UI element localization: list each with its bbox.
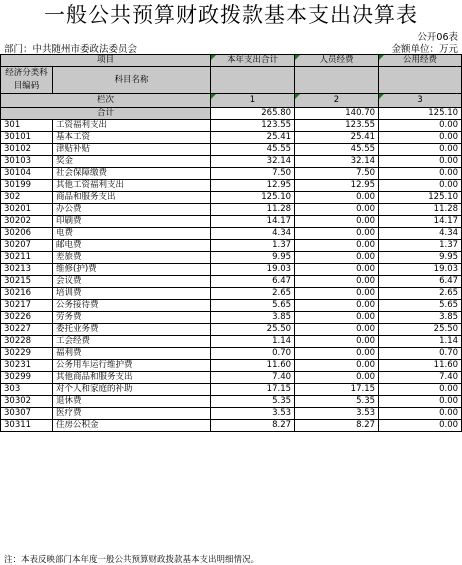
table-row [1, 144, 462, 156]
cell-marker-icon [295, 55, 300, 60]
row-public: 9.95 [379, 252, 462, 264]
row-public: 0.00 [379, 144, 462, 156]
total-row-total: 265.80 [211, 108, 295, 120]
column-number-2 [295, 94, 379, 108]
row-name: 劳务费 [53, 312, 211, 324]
row-total: 7.40 [211, 372, 295, 384]
table-row [1, 168, 462, 180]
column-number-row [1, 94, 462, 108]
row-name: 办公费 [53, 204, 211, 216]
row-personnel: 0.00 [295, 252, 379, 264]
row-public: 5.65 [379, 300, 462, 312]
row-code: 30101 [1, 132, 53, 144]
row-code: 30216 [1, 288, 53, 300]
row-code: 30229 [1, 348, 53, 360]
row-public: 0.00 [379, 384, 462, 396]
row-total: 32.14 [211, 156, 295, 168]
row-name: 印刷费 [53, 216, 211, 228]
econ-code-header: 经济分类科目编码 [1, 67, 53, 94]
row-name: 差旅费 [53, 252, 211, 264]
total-row [1, 108, 462, 120]
row-total: 9.95 [211, 252, 295, 264]
row-code: 30226 [1, 312, 53, 324]
department-label: 部门：中共随州市委政法委员会 [4, 44, 138, 55]
table-row [1, 300, 462, 312]
row-total: 11.28 [211, 204, 295, 216]
row-name: 社会保障缴费 [53, 168, 211, 180]
row-code: 303 [1, 384, 53, 396]
row-public: 1.37 [379, 240, 462, 252]
row-total: 123.55 [211, 120, 295, 132]
table-row [1, 420, 462, 432]
table-row [1, 228, 462, 240]
row-code: 30103 [1, 156, 53, 168]
row-total: 1.37 [211, 240, 295, 252]
row-public: 125.10 [379, 192, 462, 204]
table-row [1, 384, 462, 396]
header-spacer-cell [295, 67, 379, 94]
table-row [1, 180, 462, 192]
row-name: 基本工资 [53, 132, 211, 144]
row-name: 培训费 [53, 288, 211, 300]
subject-name-header: 科目名称 [53, 67, 211, 94]
row-total: 3.85 [211, 312, 295, 324]
row-public: 0.00 [379, 132, 462, 144]
row-personnel: 0.00 [295, 372, 379, 384]
table-row [1, 192, 462, 204]
footnote: 注：本表反映部门本年度一般公共预算财政拨款基本支出明细情况。 [4, 555, 260, 565]
column-number-3 [379, 94, 462, 108]
total-row-personnel: 140.70 [295, 108, 379, 120]
row-name: 津贴补贴 [53, 144, 211, 156]
header-spacer-cell [211, 67, 295, 94]
row-code: 30215 [1, 276, 53, 288]
total-header-label: 本年支出合计 [227, 55, 279, 65]
expenditure-table [0, 54, 462, 432]
total-row-label: 合计 [1, 108, 211, 120]
row-total: 5.65 [211, 300, 295, 312]
row-total: 1.14 [211, 336, 295, 348]
table-row [1, 288, 462, 300]
row-code: 30206 [1, 228, 53, 240]
cell-marker-icon [295, 94, 300, 99]
row-name: 电费 [53, 228, 211, 240]
row-code: 30202 [1, 216, 53, 228]
amount-unit-label: 金额单位：万元 [391, 44, 458, 55]
header-spacer-cell [379, 67, 462, 94]
public-header-label: 公用经费 [403, 55, 438, 65]
row-personnel: 45.55 [295, 144, 379, 156]
row-personnel: 25.41 [295, 132, 379, 144]
cell-marker-icon [211, 55, 216, 60]
column-number-3-value: 3 [417, 95, 423, 105]
table-row [1, 360, 462, 372]
header-row-item [1, 55, 462, 67]
total-row-public: 125.10 [379, 108, 462, 120]
row-total: 17.15 [211, 384, 295, 396]
row-code: 30102 [1, 144, 53, 156]
row-personnel: 0.00 [295, 300, 379, 312]
row-public: 4.34 [379, 228, 462, 240]
row-public: 0.00 [379, 120, 462, 132]
table-row [1, 372, 462, 384]
item-header: 项目 [1, 55, 211, 67]
total-header [211, 55, 295, 67]
row-total: 125.10 [211, 192, 295, 204]
row-personnel: 123.55 [295, 120, 379, 132]
table-row [1, 240, 462, 252]
table-row [1, 216, 462, 228]
row-personnel: 0.00 [295, 360, 379, 372]
row-code: 30227 [1, 324, 53, 336]
row-total: 6.47 [211, 276, 295, 288]
column-number-label: 栏次 [1, 94, 211, 108]
row-total: 8.27 [211, 420, 295, 432]
row-name: 住房公积金 [53, 420, 211, 432]
table-row [1, 264, 462, 276]
row-code: 30211 [1, 252, 53, 264]
row-personnel: 8.27 [295, 420, 379, 432]
row-code: 30228 [1, 336, 53, 348]
row-name: 其他商品和服务支出 [53, 372, 211, 384]
row-name: 工资福利支出 [53, 120, 211, 132]
row-personnel: 0.00 [295, 276, 379, 288]
row-public: 6.47 [379, 276, 462, 288]
row-code: 30299 [1, 372, 53, 384]
row-personnel: 0.00 [295, 312, 379, 324]
row-personnel: 17.15 [295, 384, 379, 396]
row-name: 退休费 [53, 396, 211, 408]
table-row [1, 408, 462, 420]
row-name: 工会经费 [53, 336, 211, 348]
table-row [1, 156, 462, 168]
row-name: 奖金 [53, 156, 211, 168]
row-public: 11.60 [379, 360, 462, 372]
row-code: 30201 [1, 204, 53, 216]
column-number-2-value: 2 [333, 95, 340, 105]
row-code: 30302 [1, 396, 53, 408]
page-title: 一般公共预算财政拨款基本支出决算表 [44, 3, 418, 27]
row-code: 301 [1, 120, 53, 132]
row-name: 福利费 [53, 348, 211, 360]
row-name: 公务用车运行维护费 [53, 360, 211, 372]
row-name: 其他工资福利支出 [53, 180, 211, 192]
row-personnel: 0.00 [295, 240, 379, 252]
row-personnel: 0.00 [295, 348, 379, 360]
row-total: 25.50 [211, 324, 295, 336]
row-name: 公务接待费 [53, 300, 211, 312]
row-code: 30213 [1, 264, 53, 276]
row-total: 3.53 [211, 408, 295, 420]
row-personnel: 7.50 [295, 168, 379, 180]
table-row [1, 252, 462, 264]
row-code: 30231 [1, 360, 53, 372]
column-number-1-value: 1 [249, 95, 256, 105]
row-personnel: 0.00 [295, 228, 379, 240]
row-name: 医疗费 [53, 408, 211, 420]
row-personnel: 32.14 [295, 156, 379, 168]
row-public: 0.00 [379, 180, 462, 192]
row-personnel: 5.35 [295, 396, 379, 408]
personnel-header-label: 人员经费 [319, 55, 354, 65]
row-code: 30199 [1, 180, 53, 192]
row-total: 12.95 [211, 180, 295, 192]
table-row [1, 324, 462, 336]
row-public: 2.65 [379, 288, 462, 300]
row-public: 11.28 [379, 204, 462, 216]
row-public: 14.17 [379, 216, 462, 228]
row-personnel: 3.53 [295, 408, 379, 420]
row-personnel: 0.00 [295, 336, 379, 348]
row-public: 0.00 [379, 168, 462, 180]
row-personnel: 0.00 [295, 264, 379, 276]
row-code: 30207 [1, 240, 53, 252]
row-personnel: 0.00 [295, 216, 379, 228]
column-number-1 [211, 94, 295, 108]
cell-marker-icon [379, 94, 384, 99]
row-public: 0.00 [379, 156, 462, 168]
row-name: 会议费 [53, 276, 211, 288]
row-personnel: 0.00 [295, 324, 379, 336]
row-public: 3.85 [379, 312, 462, 324]
row-code: 30104 [1, 168, 53, 180]
row-personnel: 0.00 [295, 288, 379, 300]
row-total: 2.65 [211, 288, 295, 300]
row-public: 19.03 [379, 264, 462, 276]
table-row [1, 132, 462, 144]
row-total: 25.41 [211, 132, 295, 144]
row-total: 4.34 [211, 228, 295, 240]
row-public: 0.00 [379, 420, 462, 432]
table-row [1, 276, 462, 288]
table-row [1, 348, 462, 360]
row-personnel: 0.00 [295, 192, 379, 204]
table-row [1, 120, 462, 132]
row-public: 7.40 [379, 372, 462, 384]
table-row [1, 312, 462, 324]
row-total: 14.17 [211, 216, 295, 228]
row-personnel: 0.00 [295, 204, 379, 216]
table-body [1, 55, 462, 432]
public-header [379, 55, 462, 67]
row-public: 0.70 [379, 348, 462, 360]
row-name: 邮电费 [53, 240, 211, 252]
row-name: 委托业务费 [53, 324, 211, 336]
row-total: 19.03 [211, 264, 295, 276]
row-code: 30311 [1, 420, 53, 432]
cell-marker-icon [211, 94, 216, 99]
row-name: 商品和服务支出 [53, 192, 211, 204]
row-total: 45.55 [211, 144, 295, 156]
cell-marker-icon [379, 55, 384, 60]
row-total: 11.60 [211, 360, 295, 372]
row-total: 7.50 [211, 168, 295, 180]
table-row [1, 396, 462, 408]
row-code: 30307 [1, 408, 53, 420]
row-public: 1.14 [379, 336, 462, 348]
row-total: 5.35 [211, 396, 295, 408]
personnel-header [295, 55, 379, 67]
row-name: 维修(护)费 [53, 264, 211, 276]
row-public: 0.00 [379, 408, 462, 420]
row-public: 25.50 [379, 324, 462, 336]
row-public: 0.00 [379, 396, 462, 408]
row-code: 302 [1, 192, 53, 204]
table-row [1, 204, 462, 216]
row-total: 0.70 [211, 348, 295, 360]
form-number: 公开06表 [417, 32, 458, 43]
row-name: 对个人和家庭的补助 [53, 384, 211, 396]
row-code: 30217 [1, 300, 53, 312]
row-personnel: 12.95 [295, 180, 379, 192]
table-row [1, 336, 462, 348]
